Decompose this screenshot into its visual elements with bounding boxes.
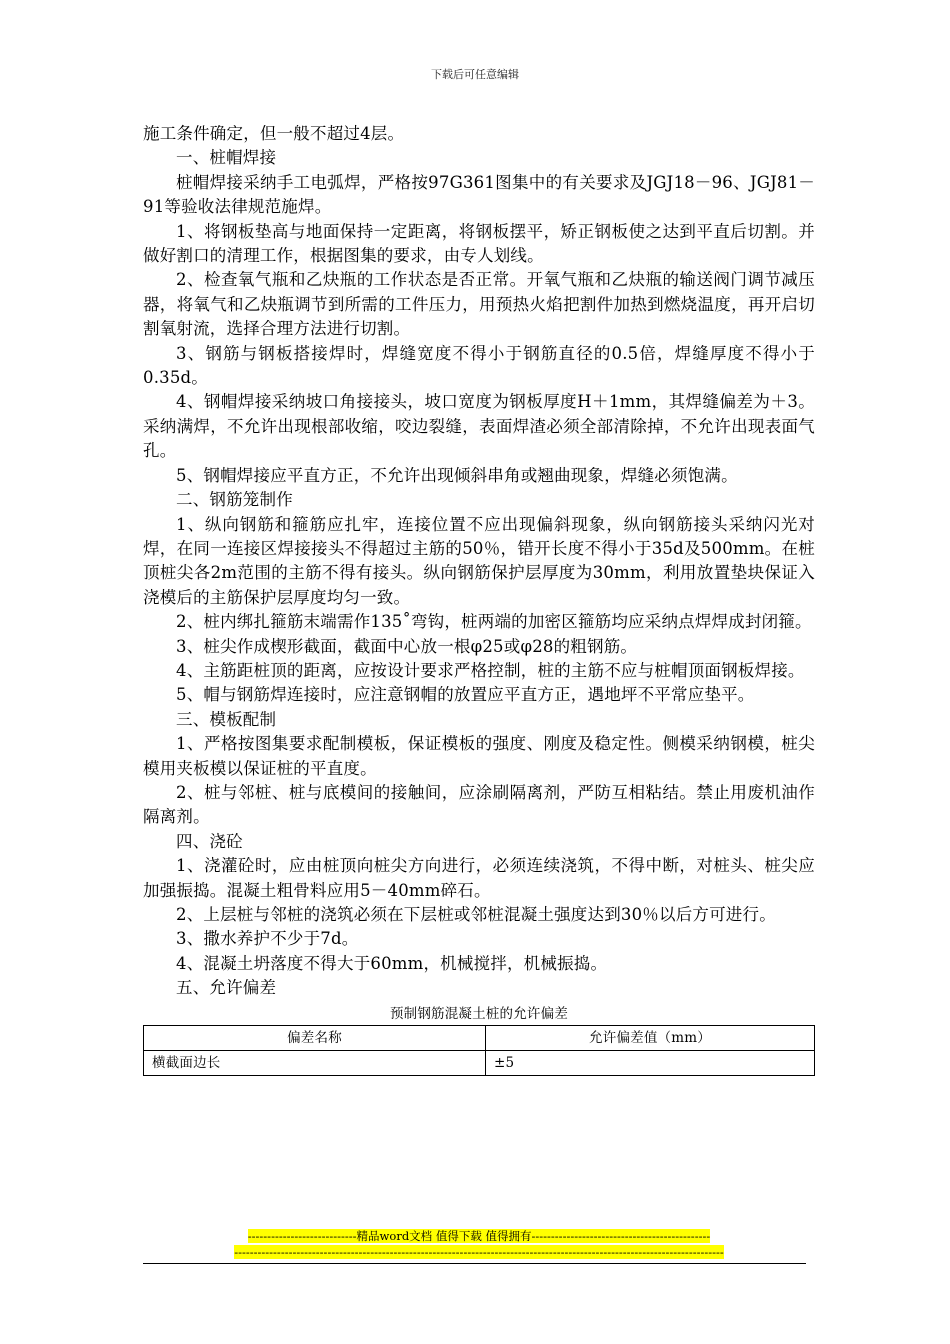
table-cell: ±5: [486, 1051, 815, 1076]
footer-banner: ----------------------------精品word文档 值得下载 值得拥有----------------------------------------------: [247, 1229, 711, 1243]
page-footer: [143, 1228, 815, 1260]
paragraph: 一、桩帽焊接: [176, 148, 277, 168]
footer-divider: ------------------------------------------------------------------------------------------------------------------------------: [234, 1245, 724, 1259]
page-header: 下载后可任意编辑: [431, 68, 519, 81]
table-cell: 横截面边长: [144, 1051, 486, 1076]
paragraph: 4、混凝土坍落度不得大于60mm，机械搅拌，机械振捣。: [176, 953, 608, 973]
table-header-cell: 允许偏差值（mm）: [486, 1025, 815, 1050]
table-header-row: [144, 1025, 815, 1050]
paragraph: 2、上层桩与邻桩的浇筑必须在下层桩或邻桩混凝土强度达到30％以后方可进行。: [176, 905, 776, 924]
paragraph: 四、浇砼: [176, 831, 243, 851]
paragraph: 2、桩内绑扎箍筋末端需作135˚弯钩，桩两端的加密区箍筋均应采纳点焊焊成封闭箍。: [176, 612, 812, 632]
paragraph-list: [143, 122, 815, 1001]
document-body: [143, 122, 815, 1076]
paragraph: 3、钢筋与钢板搭接焊时，焊缝宽度不得小于钢筋直径的0.5倍，焊缝厚度不得小于0.35d。: [143, 343, 815, 388]
paragraph: 二、钢筋笼制作: [176, 490, 293, 510]
paragraph: 五、允许偏差: [176, 978, 277, 998]
table-title: 预制钢筋混凝土桩的允许偏差: [389, 1005, 569, 1022]
tolerance-table: [143, 1025, 815, 1077]
footer-rule: [143, 1263, 806, 1264]
paragraph: 4、主筋距桩顶的距离，应按设计要求严格控制，桩的主筋不应与桩帽顶面钢板焊接。: [176, 660, 805, 680]
paragraph: 1、浇灌砼时，应由桩顶向桩尖方向进行，必须连续浇筑，不得中断，对桩头、桩尖应加强振捣。混凝土粗骨料应用5－40mm碎石。: [143, 856, 815, 900]
paragraph: 桩帽焊接采纳手工电弧焊，严格按97G361图集中的有关要求及JGJ18－96、JGJ81－91等验收法律规范施焊。: [143, 172, 815, 217]
paragraph: 2、桩与邻桩、桩与底模间的接触间，应涂刷隔离剂，严防互相粘结。禁止用废机油作隔离剂。: [143, 782, 815, 827]
paragraph: 3、撒水养护不少于7d。: [176, 929, 359, 949]
table-row: [144, 1051, 815, 1076]
paragraph: 1、纵向钢筋和箍筋应扎牢，连接位置不应出现偏斜现象，纵向钢筋接头采纳闪光对焊，在同一连接区焊接接头不得超过主筋的50％，错开长度不得小于35d及500mm。在桩顶桩尖各2m范围的主筋不得有接头。纵向钢筋保护层厚度为30mm，利用放置垫块保证入浇模后的主筋保护层厚度均匀一致。: [143, 514, 815, 607]
paragraph: 2、检查氧气瓶和乙炔瓶的工作状态是否正常。开氧气瓶和乙炔瓶的输送阀门调节减压器，将氧气和乙炔瓶调节到所需的工件压力，用预热火焰把割件加热到燃烧温度，再开启切割氧射流，选择合理方法进行切割。: [143, 270, 815, 339]
paragraph: 三、模板配制: [176, 709, 277, 729]
paragraph: 5、钢帽焊接应平直方正，不允许出现倾斜串角或翘曲现象，焊缝必须饱满。: [176, 465, 738, 485]
paragraph: 3、桩尖作成楔形截面，截面中心放一根φ25或φ28的粗钢筋。: [176, 636, 638, 656]
paragraph: 4、钢帽焊接采纳坡口角接接头，坡口宽度为钢板厚度H＋1mm，其焊缝偏差为＋3。采纳满焊，不允许出现根部收缩，咬边裂缝，表面焊渣必须全部清除掉，不允许出现表面气孔。: [143, 392, 815, 461]
table-header-cell: 偏差名称: [144, 1025, 486, 1050]
paragraph: 1、严格按图集要求配制模板，保证模板的强度、刚度及稳定性。侧模采纳钢模，桩尖模用夹板模以保证桩的平直度。: [143, 734, 815, 778]
paragraph: 1、将钢板垫高与地面保持一定距离，将钢板摆平，矫正钢板使之达到平直后切割。并做好割口的清理工作，根据图集的要求，由专人划线。: [143, 221, 815, 266]
paragraph: 5、帽与钢筋焊连接时，应注意钢帽的放置应平直方正，遇地坪不平常应垫平。: [176, 685, 755, 705]
paragraph: 施工条件确定，但一般不超过4层。: [143, 124, 405, 143]
